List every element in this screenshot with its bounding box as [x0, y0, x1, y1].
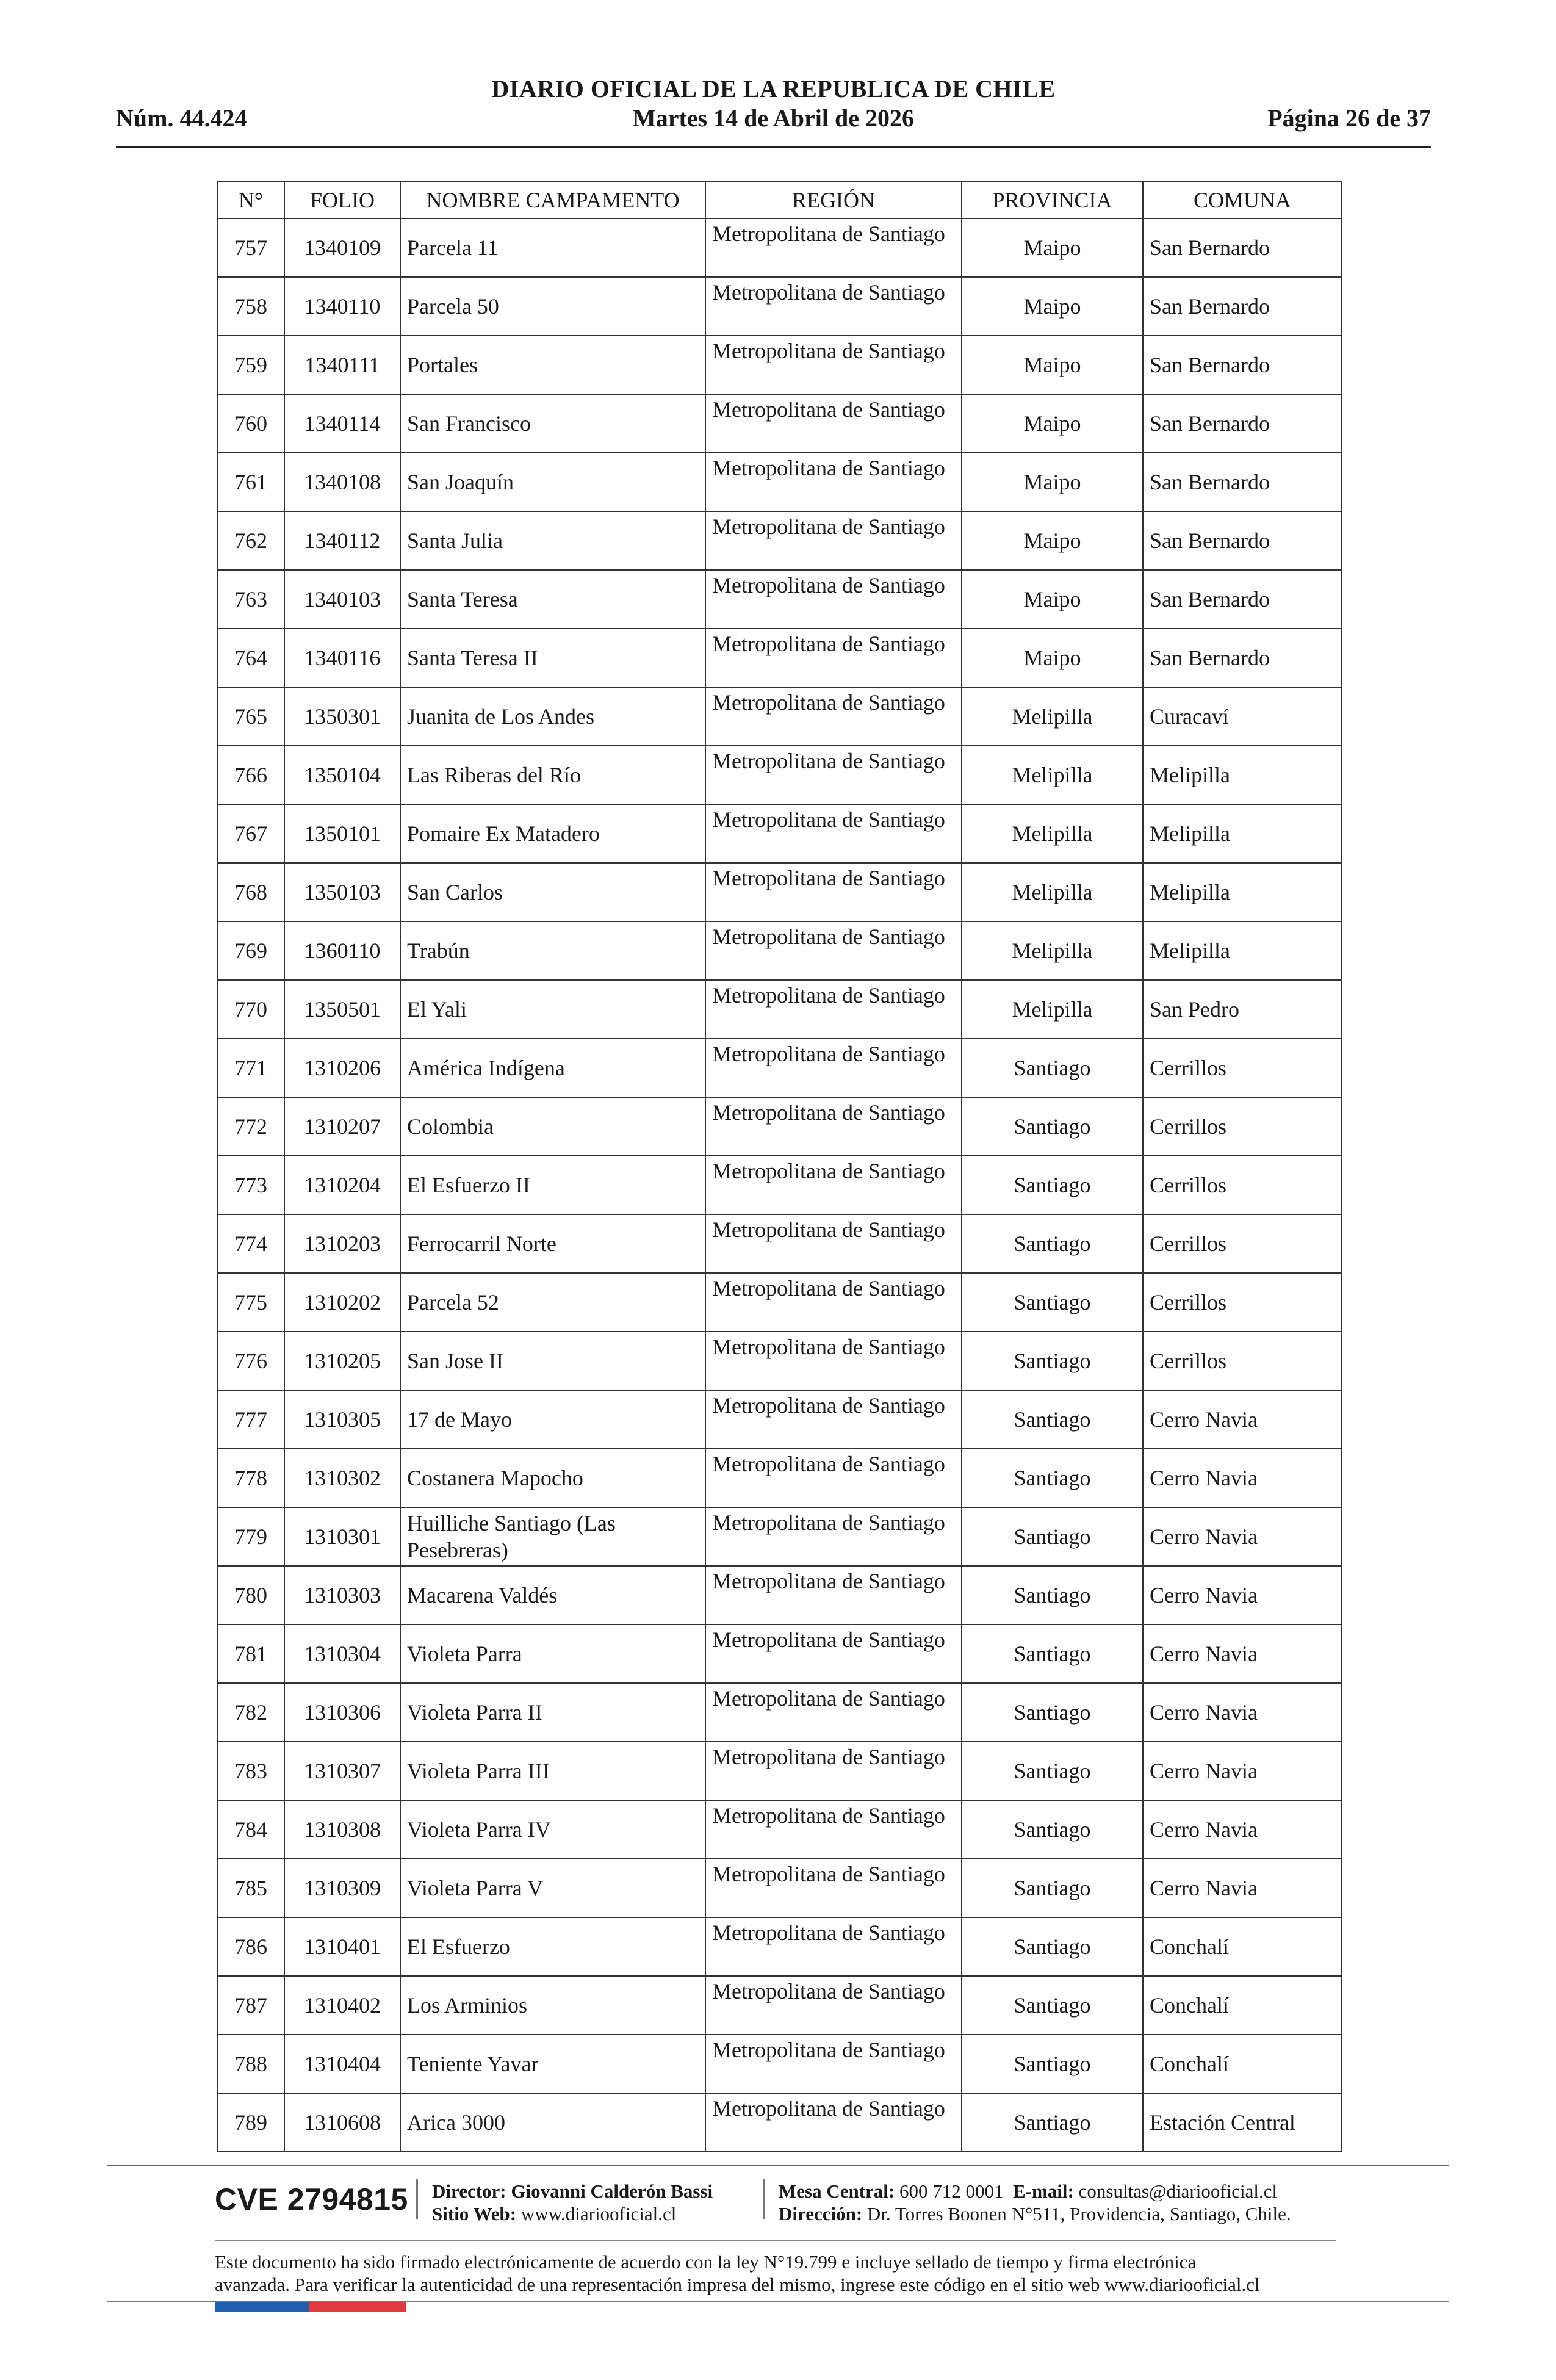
- row-region: Metropolitana de Santiago: [705, 394, 962, 453]
- row-comuna: Cerro Navia: [1143, 1449, 1342, 1507]
- row-number: 779: [217, 1507, 284, 1566]
- row-folio: 1350101: [284, 804, 400, 863]
- row-number: 770: [217, 980, 284, 1039]
- row-camp-name: Parcela 52: [400, 1273, 705, 1332]
- row-region: Metropolitana de Santiago: [705, 277, 962, 336]
- website-link[interactable]: www.diariooficial.cl: [520, 2203, 677, 2224]
- column-header-name: NOMBRE CAMPAMENTO: [400, 182, 705, 218]
- row-number: 778: [217, 1449, 284, 1507]
- row-provincia: Maipo: [962, 453, 1143, 511]
- row-provincia: Santiago: [962, 1449, 1143, 1507]
- row-comuna: Cerrillos: [1143, 1332, 1342, 1390]
- row-camp-name: El Esfuerzo: [400, 1917, 705, 1976]
- row-number: 783: [217, 1742, 284, 1800]
- row-folio: 1310303: [284, 1566, 400, 1625]
- row-folio: 1310202: [284, 1273, 400, 1332]
- row-camp-name: Violeta Parra II: [400, 1683, 705, 1742]
- row-region: Metropolitana de Santiago: [705, 1273, 962, 1332]
- row-provincia: Santiago: [962, 1976, 1143, 2035]
- flag-stripe-blue: [215, 2302, 309, 2312]
- director-label: Director:: [432, 2180, 506, 2202]
- row-camp-name: Pomaire Ex Matadero: [400, 804, 705, 863]
- table-row: [217, 1625, 1342, 1683]
- row-camp-name: San Jose II: [400, 1332, 705, 1390]
- table-row: [217, 394, 1342, 453]
- cve-code: CVE 2794815: [215, 2182, 408, 2216]
- row-camp-name: San Carlos: [400, 863, 705, 921]
- row-provincia: Santiago: [962, 1214, 1143, 1273]
- row-camp-name: Juanita de Los Andes: [400, 687, 705, 746]
- row-number: 786: [217, 1917, 284, 1976]
- page-indicator: Página 26 de 37: [1267, 104, 1431, 132]
- row-comuna: Melipilla: [1143, 863, 1342, 921]
- row-provincia: Santiago: [962, 1800, 1143, 1859]
- row-folio: 1310304: [284, 1625, 400, 1683]
- row-number: 780: [217, 1566, 284, 1625]
- row-camp-name: Los Arminios: [400, 1976, 705, 2035]
- row-folio: 1360110: [284, 921, 400, 980]
- row-comuna: Cerro Navia: [1143, 1507, 1342, 1566]
- row-region: Metropolitana de Santiago: [705, 570, 962, 629]
- row-comuna: Melipilla: [1143, 921, 1342, 980]
- row-comuna: Cerrillos: [1143, 1039, 1342, 1097]
- row-camp-name: Arica 3000: [400, 2093, 705, 2152]
- row-region: Metropolitana de Santiago: [705, 1449, 962, 1507]
- row-region: Metropolitana de Santiago: [705, 218, 962, 277]
- row-region: Metropolitana de Santiago: [705, 980, 962, 1039]
- table-row: [217, 1976, 1342, 2035]
- row-region: Metropolitana de Santiago: [705, 1976, 962, 2035]
- row-camp-name: Violeta Parra IV: [400, 1800, 705, 1859]
- row-number: 788: [217, 2035, 284, 2093]
- row-region: Metropolitana de Santiago: [705, 1156, 962, 1214]
- row-number: 777: [217, 1390, 284, 1449]
- row-region: Metropolitana de Santiago: [705, 2093, 962, 2152]
- table-row: [217, 980, 1342, 1039]
- row-provincia: Maipo: [962, 511, 1143, 570]
- table-row: [217, 1859, 1342, 1917]
- row-camp-name: Trabún: [400, 921, 705, 980]
- address-value: Dr. Torres Boonen N°511, Providencia, Santiago, Chile.: [866, 2203, 1291, 2224]
- row-region: Metropolitana de Santiago: [705, 1566, 962, 1625]
- row-comuna: Conchalí: [1143, 2035, 1342, 2093]
- table-row: [217, 1507, 1342, 1566]
- row-provincia: Maipo: [962, 570, 1143, 629]
- row-folio: 1310309: [284, 1859, 400, 1917]
- row-provincia: Santiago: [962, 1742, 1143, 1800]
- row-region: Metropolitana de Santiago: [705, 804, 962, 863]
- row-comuna: Cerro Navia: [1143, 1566, 1342, 1625]
- row-provincia: Melipilla: [962, 921, 1143, 980]
- row-comuna: Cerro Navia: [1143, 1390, 1342, 1449]
- row-comuna: Cerrillos: [1143, 1273, 1342, 1332]
- row-camp-name: Huilliche Santiago (Las Pesebreras): [400, 1507, 705, 1566]
- row-provincia: Santiago: [962, 1683, 1143, 1742]
- row-provincia: Melipilla: [962, 687, 1143, 746]
- table-row: [217, 1449, 1342, 1507]
- row-region: Metropolitana de Santiago: [705, 629, 962, 687]
- row-region: Metropolitana de Santiago: [705, 687, 962, 746]
- row-folio: 1350501: [284, 980, 400, 1039]
- row-number: 775: [217, 1273, 284, 1332]
- email-label: E-mail:: [1013, 2180, 1074, 2202]
- row-provincia: Maipo: [962, 629, 1143, 687]
- row-number: 785: [217, 1859, 284, 1917]
- row-region: Metropolitana de Santiago: [705, 746, 962, 804]
- row-number: 757: [217, 218, 284, 277]
- column-header-provincia: PROVINCIA: [962, 182, 1143, 218]
- footer-director-block: [432, 2180, 713, 2225]
- row-folio: 1310404: [284, 2035, 400, 2093]
- row-folio: 1350301: [284, 687, 400, 746]
- row-comuna: Estación Central: [1143, 2093, 1342, 2152]
- table-row: [217, 1683, 1342, 1742]
- row-number: 762: [217, 511, 284, 570]
- row-camp-name: San Francisco: [400, 394, 705, 453]
- row-provincia: Santiago: [962, 2035, 1143, 2093]
- footer-separator: [763, 2179, 765, 2219]
- row-number: 761: [217, 453, 284, 511]
- row-comuna: Melipilla: [1143, 804, 1342, 863]
- row-comuna: San Bernardo: [1143, 277, 1342, 336]
- row-provincia: Santiago: [962, 1917, 1143, 1976]
- row-number: 776: [217, 1332, 284, 1390]
- row-number: 784: [217, 1800, 284, 1859]
- legal-notice: [215, 2251, 1336, 2296]
- row-provincia: Maipo: [962, 394, 1143, 453]
- legal-notice-line: Este documento ha sido firmado electrónicamente de acuerdo con la ley N°19.799 e incluye sellado de tiempo y firma electrónica: [215, 2251, 1197, 2273]
- row-folio: 1310301: [284, 1507, 400, 1566]
- column-header-folio: FOLIO: [284, 182, 400, 218]
- row-camp-name: Santa Teresa II: [400, 629, 705, 687]
- footer-divider-middle: [215, 2240, 1336, 2241]
- row-provincia: Santiago: [962, 1566, 1143, 1625]
- row-provincia: Santiago: [962, 1039, 1143, 1097]
- row-camp-name: San Joaquín: [400, 453, 705, 511]
- row-camp-name: El Esfuerzo II: [400, 1156, 705, 1214]
- row-region: Metropolitana de Santiago: [705, 921, 962, 980]
- row-comuna: Curacaví: [1143, 687, 1342, 746]
- table-row: [217, 1390, 1342, 1449]
- row-comuna: Conchalí: [1143, 1976, 1342, 2035]
- mesa-phone: 600 712 0001: [899, 2180, 1004, 2202]
- row-camp-name: Parcela 11: [400, 218, 705, 277]
- table-row: [217, 1332, 1342, 1390]
- row-comuna: San Bernardo: [1143, 336, 1342, 394]
- row-comuna: San Bernardo: [1143, 511, 1342, 570]
- row-camp-name: Macarena Valdés: [400, 1566, 705, 1625]
- row-number: 767: [217, 804, 284, 863]
- row-camp-name: Violeta Parra V: [400, 1859, 705, 1917]
- table-row: [217, 863, 1342, 921]
- row-folio: 1340112: [284, 511, 400, 570]
- row-region: Metropolitana de Santiago: [705, 1039, 962, 1097]
- row-folio: 1340109: [284, 218, 400, 277]
- row-region: Metropolitana de Santiago: [705, 336, 962, 394]
- table-row: [217, 629, 1342, 687]
- row-number: 766: [217, 746, 284, 804]
- row-comuna: San Pedro: [1143, 980, 1342, 1039]
- row-folio: 1310307: [284, 1742, 400, 1800]
- table-row: [217, 1742, 1342, 1800]
- row-folio: 1340103: [284, 570, 400, 629]
- row-region: Metropolitana de Santiago: [705, 1625, 962, 1683]
- row-camp-name: Santa Teresa: [400, 570, 705, 629]
- row-number: 768: [217, 863, 284, 921]
- table-row: [217, 1097, 1342, 1156]
- table-row: [217, 1566, 1342, 1625]
- row-comuna: Cerro Navia: [1143, 1625, 1342, 1683]
- row-provincia: Melipilla: [962, 863, 1143, 921]
- email-link[interactable]: consultas@diariooficial.cl: [1078, 2180, 1278, 2202]
- row-provincia: Santiago: [962, 1156, 1143, 1214]
- row-camp-name: Costanera Mapocho: [400, 1449, 705, 1507]
- row-provincia: Santiago: [962, 1625, 1143, 1683]
- table-row: [217, 687, 1342, 746]
- row-comuna: Cerro Navia: [1143, 1859, 1342, 1917]
- table-row: [217, 511, 1342, 570]
- row-folio: 1310306: [284, 1683, 400, 1742]
- row-provincia: Melipilla: [962, 804, 1143, 863]
- row-provincia: Santiago: [962, 2093, 1143, 2152]
- row-comuna: San Bernardo: [1143, 629, 1342, 687]
- issue-number: Núm. 44.424: [116, 104, 247, 132]
- row-number: 765: [217, 687, 284, 746]
- row-region: Metropolitana de Santiago: [705, 453, 962, 511]
- row-provincia: Santiago: [962, 1273, 1143, 1332]
- row-comuna: San Bernardo: [1143, 453, 1342, 511]
- row-region: Metropolitana de Santiago: [705, 1507, 962, 1566]
- row-comuna: Cerrillos: [1143, 1097, 1342, 1156]
- row-camp-name: América Indígena: [400, 1039, 705, 1097]
- row-number: 764: [217, 629, 284, 687]
- table-row: [217, 746, 1342, 804]
- table-row: [217, 453, 1342, 511]
- table-header-row: [217, 182, 1342, 218]
- row-folio: 1310206: [284, 1039, 400, 1097]
- row-comuna: San Bernardo: [1143, 394, 1342, 453]
- row-folio: 1310401: [284, 1917, 400, 1976]
- table-row: [217, 1039, 1342, 1097]
- row-region: Metropolitana de Santiago: [705, 1683, 962, 1742]
- row-number: 773: [217, 1156, 284, 1214]
- table-row: [217, 570, 1342, 629]
- column-header-number: N°: [217, 182, 284, 218]
- row-folio: 1340116: [284, 629, 400, 687]
- table-body: [217, 218, 1342, 2152]
- table-row: [217, 1917, 1342, 1976]
- row-number: 763: [217, 570, 284, 629]
- row-region: Metropolitana de Santiago: [705, 511, 962, 570]
- row-number: 758: [217, 277, 284, 336]
- row-provincia: Santiago: [962, 1859, 1143, 1917]
- column-header-comuna: COMUNA: [1143, 182, 1342, 218]
- row-folio: 1310302: [284, 1449, 400, 1507]
- table-row: [217, 1156, 1342, 1214]
- row-region: Metropolitana de Santiago: [705, 1859, 962, 1917]
- row-camp-name: Portales: [400, 336, 705, 394]
- row-region: Metropolitana de Santiago: [705, 1917, 962, 1976]
- row-number: 759: [217, 336, 284, 394]
- row-region: Metropolitana de Santiago: [705, 1332, 962, 1390]
- row-camp-name: Santa Julia: [400, 511, 705, 570]
- row-region: Metropolitana de Santiago: [705, 1214, 962, 1273]
- row-region: Metropolitana de Santiago: [705, 1742, 962, 1800]
- row-folio: 1310402: [284, 1976, 400, 2035]
- table-row: [217, 2035, 1342, 2093]
- row-camp-name: Violeta Parra: [400, 1625, 705, 1683]
- row-camp-name: Ferrocarril Norte: [400, 1214, 705, 1273]
- row-camp-name: Colombia: [400, 1097, 705, 1156]
- row-provincia: Santiago: [962, 1332, 1143, 1390]
- row-provincia: Melipilla: [962, 746, 1143, 804]
- table-row: [217, 1214, 1342, 1273]
- publication-title: DIARIO OFICIAL DE LA REPUBLICA DE CHILE: [491, 75, 1056, 103]
- row-comuna: Conchalí: [1143, 1917, 1342, 1976]
- row-provincia: Melipilla: [962, 980, 1143, 1039]
- row-folio: 1310608: [284, 2093, 400, 2152]
- row-region: Metropolitana de Santiago: [705, 2035, 962, 2093]
- director-name: Giovanni Calderón Bassi: [511, 2180, 713, 2202]
- row-provincia: Santiago: [962, 1390, 1143, 1449]
- row-comuna: Cerro Navia: [1143, 1683, 1342, 1742]
- row-folio: 1350104: [284, 746, 400, 804]
- row-folio: 1310305: [284, 1390, 400, 1449]
- campamentos-table: [217, 181, 1342, 2152]
- row-provincia: Santiago: [962, 1097, 1143, 1156]
- table-row: [217, 1273, 1342, 1332]
- row-camp-name: El Yali: [400, 980, 705, 1039]
- row-folio: 1310203: [284, 1214, 400, 1273]
- table-row: [217, 2093, 1342, 2152]
- row-folio: 1340111: [284, 336, 400, 394]
- address-label: Dirección:: [779, 2203, 863, 2224]
- row-region: Metropolitana de Santiago: [705, 1097, 962, 1156]
- row-number: 774: [217, 1214, 284, 1273]
- row-comuna: Cerro Navia: [1143, 1742, 1342, 1800]
- row-comuna: San Bernardo: [1143, 570, 1342, 629]
- row-folio: 1340110: [284, 277, 400, 336]
- row-provincia: Maipo: [962, 336, 1143, 394]
- row-camp-name: Las Riberas del Río: [400, 746, 705, 804]
- row-comuna: Cerrillos: [1143, 1156, 1342, 1214]
- publication-date: Martes 14 de Abril de 2026: [632, 104, 915, 132]
- row-folio: 1310207: [284, 1097, 400, 1156]
- row-region: Metropolitana de Santiago: [705, 863, 962, 921]
- row-number: 772: [217, 1097, 284, 1156]
- website-label: Sitio Web:: [432, 2203, 517, 2224]
- legal-notice-line: avanzada. Para verificar la autenticidad de una representación impresa del mismo, ingrese este código en el sitio web www.diariooficial.cl: [215, 2274, 1260, 2295]
- flag-stripe-red: [309, 2302, 406, 2312]
- row-folio: 1310205: [284, 1332, 400, 1390]
- row-comuna: Cerrillos: [1143, 1214, 1342, 1273]
- footer-contact-block: [779, 2180, 1291, 2225]
- table-row: [217, 336, 1342, 394]
- table-row: [217, 277, 1342, 336]
- row-number: 782: [217, 1683, 284, 1742]
- row-comuna: San Bernardo: [1143, 218, 1342, 277]
- row-provincia: Maipo: [962, 277, 1143, 336]
- mesa-label: Mesa Central:: [779, 2180, 895, 2202]
- row-comuna: Cerro Navia: [1143, 1800, 1342, 1859]
- footer-separator: [416, 2179, 418, 2219]
- footer-divider-top: [107, 2165, 1449, 2166]
- row-number: 789: [217, 2093, 284, 2152]
- row-camp-name: 17 de Mayo: [400, 1390, 705, 1449]
- row-region: Metropolitana de Santiago: [705, 1390, 962, 1449]
- table-row: [217, 921, 1342, 980]
- row-number: 781: [217, 1625, 284, 1683]
- row-folio: 1310204: [284, 1156, 400, 1214]
- row-number: 771: [217, 1039, 284, 1097]
- row-camp-name: Parcela 50: [400, 277, 705, 336]
- row-folio: 1350103: [284, 863, 400, 921]
- row-number: 769: [217, 921, 284, 980]
- table-row: [217, 804, 1342, 863]
- row-folio: 1310308: [284, 1800, 400, 1859]
- row-number: 760: [217, 394, 284, 453]
- column-header-region: REGIÓN: [705, 182, 962, 218]
- row-number: 787: [217, 1976, 284, 2035]
- row-camp-name: Teniente Yavar: [400, 2035, 705, 2093]
- table-row: [217, 218, 1342, 277]
- row-region: Metropolitana de Santiago: [705, 1800, 962, 1859]
- page-header: [116, 74, 1431, 148]
- row-camp-name: Violeta Parra III: [400, 1742, 705, 1800]
- row-folio: 1340114: [284, 394, 400, 453]
- row-folio: 1340108: [284, 453, 400, 511]
- row-provincia: Maipo: [962, 218, 1143, 277]
- row-comuna: Melipilla: [1143, 746, 1342, 804]
- row-provincia: Santiago: [962, 1507, 1143, 1566]
- table-row: [217, 1800, 1342, 1859]
